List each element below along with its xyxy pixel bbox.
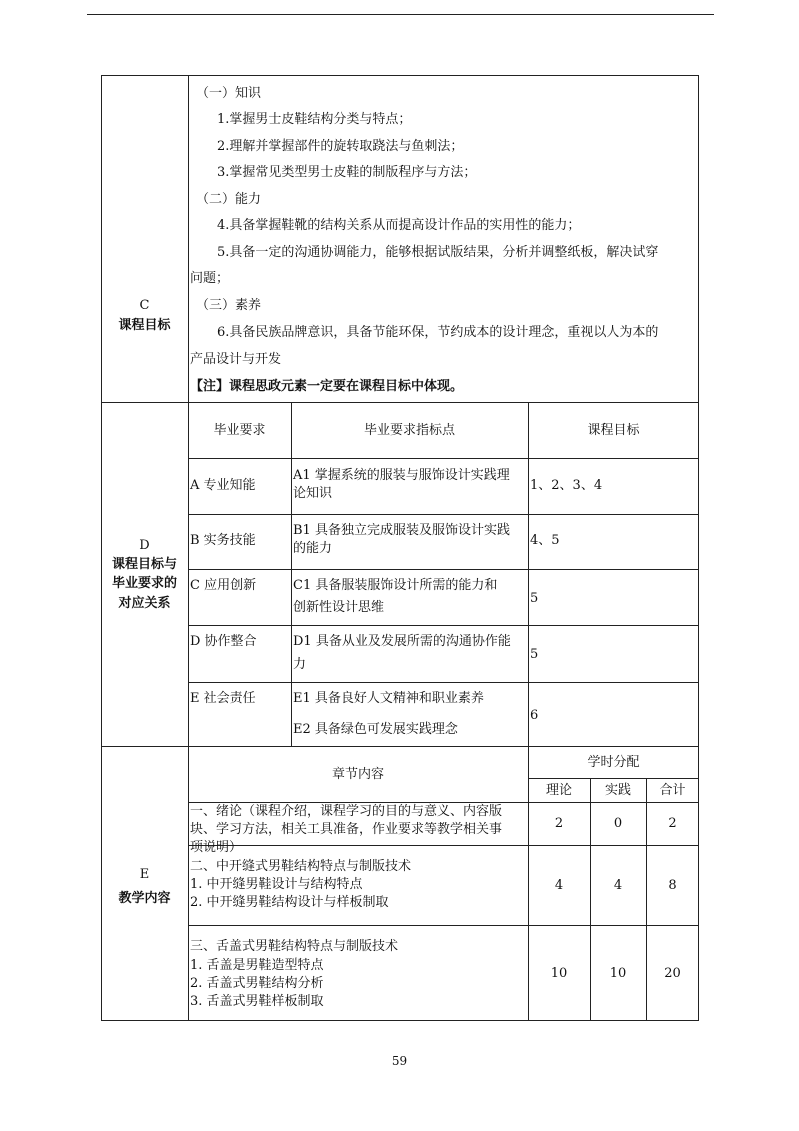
chapter-line: 项说明） xyxy=(190,840,243,855)
quality-heading: （三）素养 xyxy=(196,298,262,313)
header-theory: 理论 xyxy=(545,783,572,798)
goal-item-6-cont: 产品设计与开发 xyxy=(190,352,282,367)
requirement-cell: D 协作整合 xyxy=(190,634,257,649)
d-row-line xyxy=(188,625,699,626)
theory-hours: 10 xyxy=(550,966,568,981)
chapter-line: 2. 中开缝男鞋结构设计与样板制取 xyxy=(190,895,389,910)
goal-item-2: 2.理解并掌握部件的旋转取跷法与鱼刺法； xyxy=(217,139,464,154)
practice-hours: 4 xyxy=(613,878,623,893)
header-rule xyxy=(87,14,714,15)
goal-cell: 1、2、3、4 xyxy=(530,478,603,493)
goal-cell: 4、5 xyxy=(530,533,560,548)
e-col-divider-practice xyxy=(646,778,647,1020)
goal-item-5-cont: 问题； xyxy=(190,271,230,286)
requirement-cell: A 专业知能 xyxy=(190,478,256,493)
d-row-line xyxy=(188,682,699,683)
chapter-title: 二、中开缝式男鞋结构特点与制版技术 xyxy=(190,859,412,874)
e-col-divider-theory xyxy=(590,778,591,1020)
section-c-title: 课程目标 xyxy=(118,318,171,333)
chapter-line: 2. 舌盖式男鞋结构分析 xyxy=(190,976,324,991)
indicator-cell-cont: 的能力 xyxy=(293,541,333,556)
d-row-line xyxy=(188,458,699,459)
table-border-bottom xyxy=(101,1020,699,1021)
indicator-cell: E1 具备良好人文精神和职业素养 xyxy=(293,691,484,706)
section-d-title-1: 课程目标与 xyxy=(111,557,177,572)
table-border-top xyxy=(101,75,699,76)
header-graduation-requirement: 毕业要求 xyxy=(213,423,266,438)
goal-item-3: 3.掌握常见类型男士皮鞋的制版程序与方法； xyxy=(217,165,477,180)
chapter-cell xyxy=(189,803,527,855)
e-row-line xyxy=(188,925,699,926)
requirement-cell: B 实务技能 xyxy=(190,533,256,548)
indicator-cell-cont: E2 具备绿色可发展实践理念 xyxy=(293,722,458,737)
theory-hours: 2 xyxy=(554,816,564,831)
indicator-cell: A1 掌握系统的服装与服饰设计实践理 xyxy=(293,468,510,483)
header-requirement-indicator: 毕业要求指标点 xyxy=(363,423,455,438)
theory-hours: 4 xyxy=(554,878,564,893)
e-hours-header-line xyxy=(528,778,699,779)
indicator-cell-cont: 力 xyxy=(293,657,307,672)
chapter-title: 三、舌盖式男鞋结构特点与制版技术 xyxy=(190,939,399,954)
total-hours: 20 xyxy=(664,966,681,981)
chapter-title: 一、绪论（课程介绍，课程学习的目的与意义、内容版 xyxy=(190,804,503,819)
indicator-cell: D1 具备从业及发展所需的沟通协作能 xyxy=(293,634,511,649)
chapter-line: 块、学习方法，相关工具准备，作业要求等教学相关事 xyxy=(190,822,503,837)
goal-cell: 5 xyxy=(530,591,539,606)
chapter-line: 3. 舌盖式男鞋样板制取 xyxy=(190,994,324,1009)
d-row-line xyxy=(188,569,699,570)
section-d-title-2: 毕业要求的 xyxy=(111,576,177,591)
d-col-divider-1 xyxy=(291,402,292,746)
header-practice: 实践 xyxy=(604,783,631,798)
total-hours: 2 xyxy=(668,816,677,831)
e-row-line xyxy=(188,845,699,846)
ideology-note: 【注】课程思政元素一定要在课程目标中体现。 xyxy=(190,379,464,394)
d-row-line xyxy=(188,514,699,515)
goal-cell: 6 xyxy=(530,708,539,723)
indicator-cell: B1 具备独立完成服装及服饰设计实践 xyxy=(293,523,510,538)
goal-item-1: 1.掌握男士皮鞋结构分类与特点； xyxy=(217,112,412,127)
chapter-line: 1. 舌盖是男鞋造型特点 xyxy=(190,958,324,973)
section-e-title: 教学内容 xyxy=(118,891,171,906)
goal-item-6: 6.具备民族品牌意识，具备节能环保，节约成本的设计理念，重视以人为本的 xyxy=(217,325,659,340)
section-d-title-3: 对应关系 xyxy=(118,596,171,611)
indicator-cell-cont: 创新性设计思维 xyxy=(293,600,385,615)
goal-item-5: 5.具备一定的沟通协调能力，能够根据试版结果，分析并调整纸板，解决试穿 xyxy=(217,245,659,260)
requirement-cell: E 社会责任 xyxy=(190,691,256,706)
section-c-bottom xyxy=(101,402,699,403)
goal-item-4: 4.具备掌握鞋靴的结构关系从而提高设计作品的实用性的能力； xyxy=(217,218,581,233)
header-hour-allocation: 学时分配 xyxy=(587,755,640,770)
indicator-cell-cont: 论知识 xyxy=(293,486,333,501)
d-col-divider-2 xyxy=(528,402,529,746)
knowledge-heading: （一）知识 xyxy=(196,86,262,101)
header-chapter-content: 章节内容 xyxy=(331,767,384,782)
requirement-cell: C 应用创新 xyxy=(190,578,257,593)
ability-heading: （二）能力 xyxy=(196,192,262,207)
header-total: 合计 xyxy=(659,783,686,798)
section-c-code: C xyxy=(139,298,150,313)
section-d-code: D xyxy=(139,538,150,553)
page-number: 59 xyxy=(391,1054,408,1068)
section-d-bottom xyxy=(101,746,699,747)
indicator-cell: C1 具备服装服饰设计所需的能力和 xyxy=(293,578,498,593)
header-course-goal: 课程目标 xyxy=(587,423,640,438)
goal-cell: 5 xyxy=(530,647,539,662)
chapter-line: 1. 中开缝男鞋设计与结构特点 xyxy=(190,877,363,892)
section-e-code: E xyxy=(139,867,150,882)
total-hours: 8 xyxy=(668,878,677,893)
practice-hours: 0 xyxy=(613,816,623,831)
practice-hours: 10 xyxy=(609,966,627,981)
label-column-divider xyxy=(188,75,189,1021)
